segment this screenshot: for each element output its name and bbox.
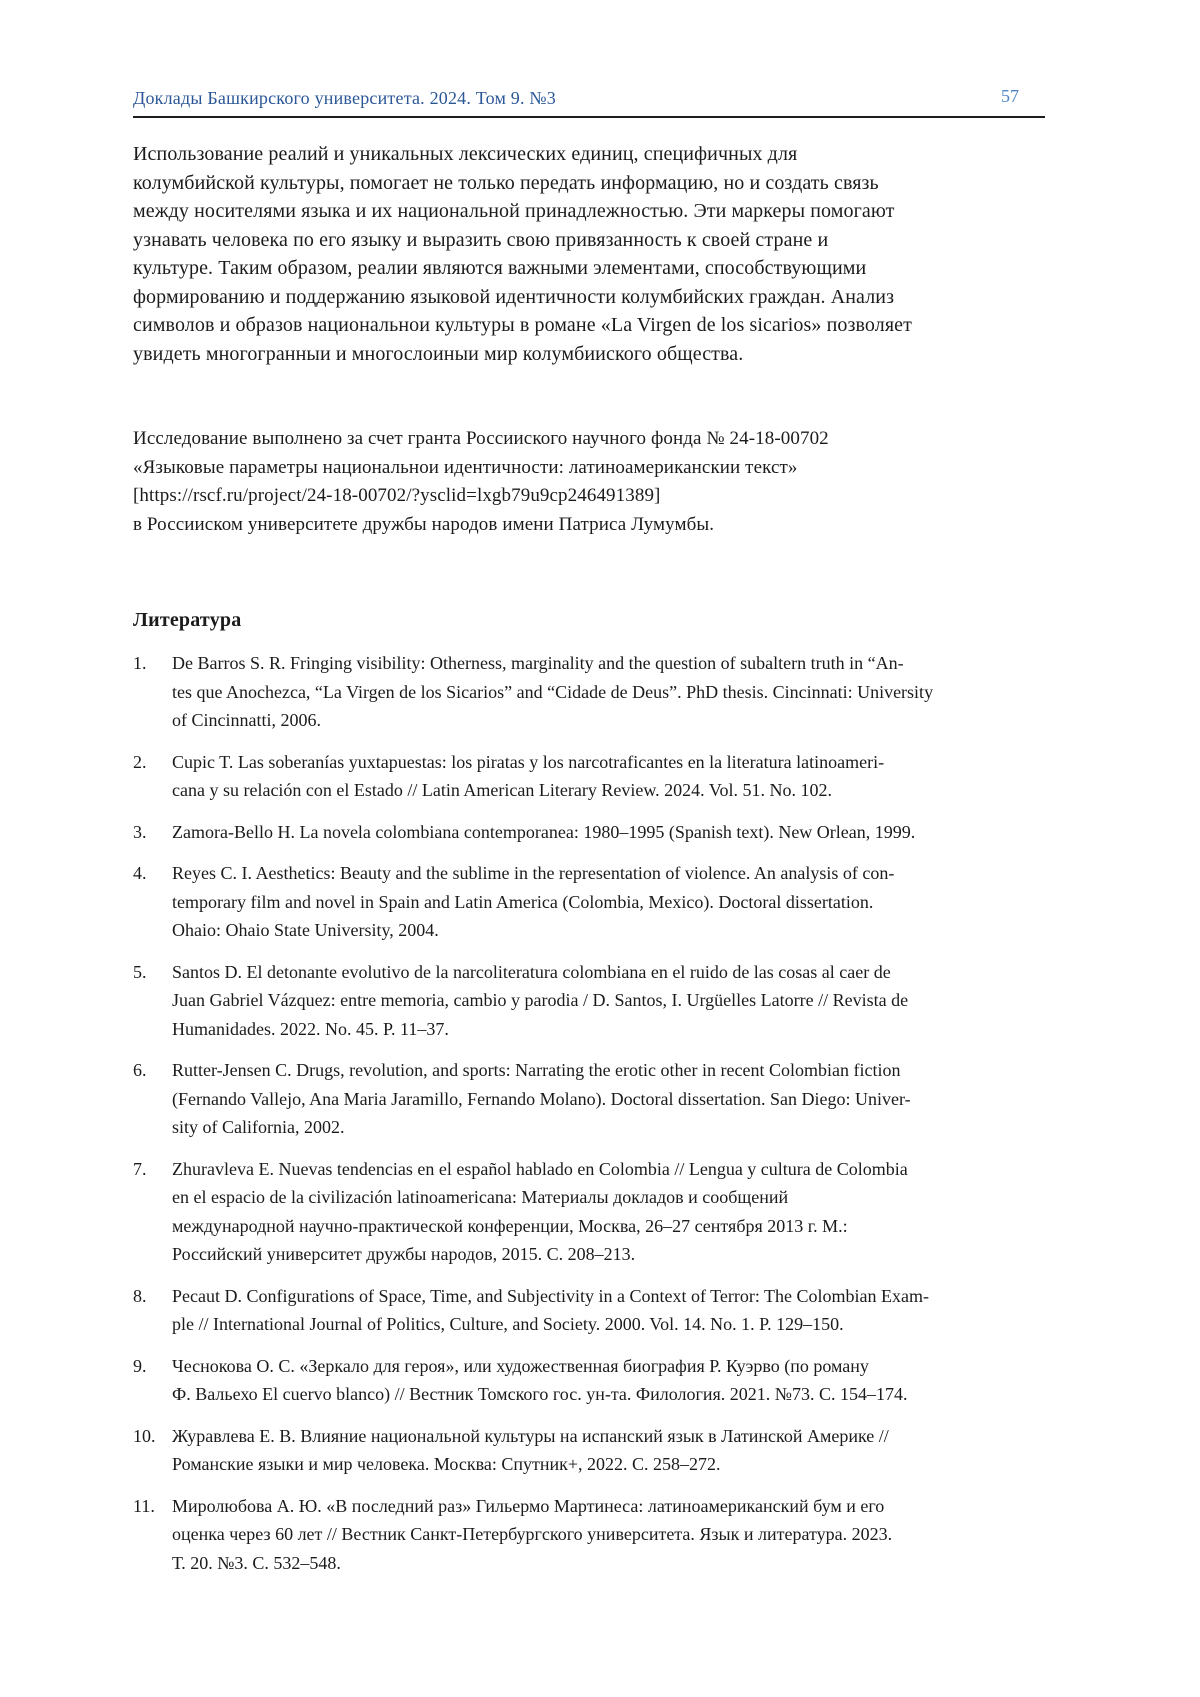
reference-text: Миролюбова А. Ю. «В последний раз» Гильермо Мартинеса: латиноамериканский бум и его оценка через 60 лет // Вестник Санкт-Петербургского университета. Язык и литература. 2023. Т. 20. №3. С. 532–548. [172,1495,893,1573]
reference-number: 5. [133,961,147,982]
reference-text: Cupic T. Las soberanías yuxtapuestas: los piratas y los narcotraficantes en la literatura latinoameri- cana y su relación con el Estado // Latin American Literary Review. 2024. Vol. 51. No. 102. [172,751,885,800]
reference-number: 1. [133,653,147,673]
reference-number: 10. [133,1425,156,1446]
reference-text: Журавлева Е. В. Влияние национальной культуры на испанский язык в Латинской Америке // Романские языки и мир человека. Москва: Спутник+, 2022. С. 258–272. [172,1425,889,1474]
reference-text: Zamora-Bello H. La novela colombiana contemporanea: 1980–1995 (Spanish text). New Orlean, 1999. [172,821,916,842]
reference-item-9 [133,1352,1067,1409]
reference-text: Pecaut D. Configurations of Space, Time, and Subjectivity in a Context of Terror: The Colombian Exam- ple // International Journal of Politics, Culture, and Society. 2000. Vol. 14. No. 1. P. 129–150. [172,1285,929,1334]
reference-text: Rutter-Jensen C. Drugs, revolution, and sports: Narrating the erotic other in recent Colombian fiction (Fernando Vallejo, Ana Maria Jaramillo, Fernando Molano). Doctoral dissertation. San Diego: Univer- sity of California, 2002. [172,1060,911,1137]
reference-text: Santos D. El detonante evolutivo de la narcoliteratura colombiana en el ruido de las cosas al caer de Juan Gabriel Vázquez: entre memoria, cambio y parodia / D. Santos, I. Urgüelles Latorre // Revista de Humanidades. 2022. No. 45. P. 11–37. [172,961,909,1039]
reference-item-10 [133,1422,1067,1479]
reference-number: 4. [133,863,147,883]
reference-item-1 [133,649,1067,735]
reference-text: De Barros S. R. Fringing visibility: Otherness, marginality and the question of subaltern truth in “An- tes que Anochezca, “La Virgen de los Sicarios” and “Cidade de Deus”. PhD thesis. Cincinnati: University of Cincinnatti, 2006. [172,653,934,730]
references-list [133,649,1067,1577]
reference-item-8 [133,1282,1067,1339]
references-heading: Литература [133,609,242,631]
reference-text: Чеснокова О. С. «Зеркало для героя», или художественная биография Р. Куэрво (по роману Ф. Вальехо El cuervo blanco) // Вестник Томского гос. ун-та. Филология. 2021. №73. С. 154–174. [172,1355,908,1404]
journal-title: Доклады Башкирского университета. 2024. Том 9. №3 [133,88,556,108]
reference-number: 9. [133,1355,147,1376]
page-number: 57 [1001,86,1019,106]
reference-item-5 [133,958,1067,1044]
reference-item-3 [133,818,1067,847]
reference-text: Zhuravleva E. Nuevas tendencias en el español hablado en Colombia // Lengua y cultura de Colombia en el espacio de la civilización latinoamericana: Материалы докладов и сообщений международной научно-практической конференции, Москва, 26–27 сентября 2013 г. М.: Российский университет дружбы народов, 2015. С. 208–213. [172,1158,908,1264]
reference-number: 11. [133,1495,155,1516]
grant-acknowledgment: Исследование выполнено за счет гранта Россииского научного фонда № 24-18-00702 «Языковые параметры национальнои идентичности: латиноамериканскии текст» [https://rscf.ru/project/24-18-00702/?ysclid=lxgb79u9cp246491389] в Россииском университете дружбы народов имени Патриса Лумумбы. [133,428,829,535]
reference-text: Reyes C. I. Aesthetics: Beauty and the sublime in the representation of violence. An analysis of con- temporary film and novel in Spain and Latin America (Colombia, Mexico). Doctoral dissertation. Ohaio: Ohaio State University, 2004. [172,863,895,940]
header-rule [133,116,1045,118]
reference-number: 2. [133,751,147,772]
reference-item-4 [133,859,1067,945]
reference-item-2 [133,748,1067,805]
reference-number: 6. [133,1060,147,1080]
reference-number: 8. [133,1285,147,1306]
page-header [133,88,1067,114]
reference-number: 7. [133,1158,147,1179]
reference-item-11 [133,1492,1067,1578]
reference-item-6 [133,1056,1067,1142]
reference-number: 3. [133,821,147,842]
reference-item-7 [133,1155,1067,1269]
body-paragraph: Использование реалий и уникальных лексических единиц, специфичных для колумбийской культуры, помогает не только передать информацию, но и создать связь между носителями языка и их национальной принадлежностью. Эти маркеры помогают узнавать человека по его языку и выразить свою привязанность к своей стране и культуре. Таким образом, реалии являются важными элементами, способствующими формированию и поддержанию языковой идентичности колумбийских граждан. Анализ символов и образов национальнои культуры в романе «La Virgen de los sicarios» позволяет увидеть многогранныи и многослоиныи мир колумбииского общества. [133,143,912,365]
